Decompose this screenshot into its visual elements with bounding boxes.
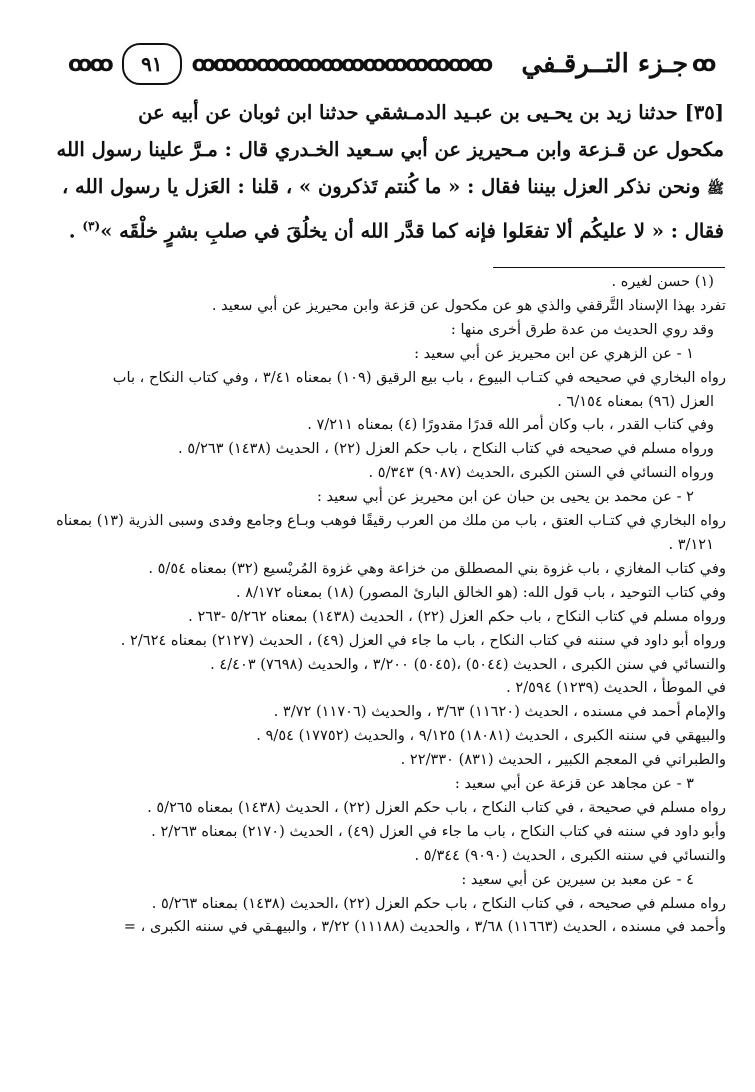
footnote-line: (١) حسن لغيره .	[611, 273, 714, 290]
footnote-line: رواه البخاري في كتـاب العتق ، باب من ملك من العرب رقيقًا فوهب وبـاع وجامع وفدى وسبى الذرية (١٣) بمعناه	[56, 512, 726, 530]
header-title: جـزء التــرقـفي	[521, 49, 689, 79]
footnote-line: رواه البخاري في صحيحه في كتـاب البيوع ، باب بيع الرقيق (١٠٩) بمعناه ٣/٤١ ، وفي كتاب النكاح ، باب	[112, 368, 726, 386]
hadith-number: [٣٥]	[684, 101, 724, 124]
footnote-line: ورواه مسلم في كتاب النكاح ، باب حكم العزل (٢٢) ، الحديث (١٤٣٨) بمعناه ٥/٢٦٢ -٢٦٣ .	[188, 607, 726, 625]
page-number: ٩١	[122, 43, 182, 85]
footnote-line: ورواه مسلم في صحيحه في كتاب النكاح ، باب حكم العزل (٢٢) ، الحديث (١٤٣٨) ٥/٢٦٣ .	[178, 440, 714, 458]
footnote-line: وأحمد في مسنده ، الحديث (١١٦٦٣) ٣/٦٨ ، والحديث (١١١٨٨) ٣/٢٢ ، والبيهـقي في سننه الكبرى ، =	[123, 918, 726, 936]
footnote-line: ورواه أبو داود في سننه في كتاب النكاح ، باب ما جاء في العزل (٤٩) ، الحديث (٢١٢٧) بمعناه ٢/٦٢٤ .	[120, 631, 726, 649]
footnote-line: وأبو داود في سننه في كتاب النكاح ، باب ما جاء في العزل (٤٩) ، الحديث (٢١٧٠) بمعناه ٢/٢٦٣ .	[151, 822, 726, 840]
hadith-line-1-text: حدثنا زيد بن يحـيى بن عبـيد الدمـشقي حدثنا ابن ثوبان عن أبيه عن	[138, 101, 678, 124]
footnote-line: ٣/١٢١ .	[668, 535, 714, 553]
hadith-line-4-text: فقال : « لا عليكُم ألا تفعَلوا فإنه كما قدَّر الله أن يخلُقَ في صلبِ بشرٍ خلْقَه »	[100, 219, 724, 243]
footnote-line: والإمام أحمد في مسنده ، الحديث (١١٦٢٠) ٣/٦٣ ، والحديث (١١٧٠٦) ٣/٧٢ .	[273, 703, 726, 721]
footnotes	[14, 270, 726, 939]
hadith-line-4	[68, 208, 724, 250]
footnote-separator	[493, 267, 725, 268]
footnote-line: وفي كتاب التوحيد ، باب قول الله: (هو الخالق البارئ المصور) (١٨) بمعناه ٨/١٧٢ .	[235, 583, 726, 601]
footnote-line: ٢ - عن محمد بن يحيى بن حبان عن ابن محيريز عن أبي سعيد :	[316, 488, 694, 506]
header-ornament-middle: ꝏꝏꝏꝏꝏꝏꝏꝏꝏꝏꝏꝏꝏꝏ	[191, 51, 491, 77]
footnote-line: في الموطأ ، الحديث (١٢٣٩) ٢/٥٩٤ .	[506, 679, 726, 697]
footnote-line: تفرد بهذا الإسناد التَّرقفي والذي هو عن مكحول عن قزعة وابن محيريز عن أبي سعيد .	[211, 296, 726, 314]
footnote-line: والنسائي في سنن الكبرى ، الحديث (٥٠٤٤) ،(٥٠٤٥) ٣/٢٠٠ ، والحديث (٧٦٩٨) ٤/٤٠٣ .	[210, 655, 726, 673]
hadith-line-4-end: .	[68, 219, 76, 243]
footnote-line: رواه مسلم في صحيحه ، في كتاب النكاح ، باب حكم العزل (٢٢) ،الحديث (١٤٣٨) بمعناه ٥/٢٦٣ .	[151, 894, 726, 912]
hadith-line-1	[72, 94, 724, 131]
footnote-line: ٣ - عن مجاهد عن قزعة عن أبي سعيد :	[454, 775, 694, 793]
footnote-line: العزل (٩٦) بمعناه ٦/١٥٤ .	[557, 392, 714, 410]
hadith-line-3-text: ونحن نذكر العزل بيننا فقال : « ما كُنتم تَذكرون » ، قلنا : العَزل يا رسول الله ،	[61, 175, 701, 198]
footnote-line: والطبراني في المعجم الكبير ، الحديث (٨٣١) ٢٢/٣٣٠ .	[400, 751, 726, 769]
hadith-line-2: مكحول عن قـزعة وابن مـحيريز عن أبي سـعيد الخـدري قال : مـرَّ علينا رسول الله	[56, 138, 724, 161]
footnote-line: والنسائي في سننه الكبرى ، الحديث (٩٠٩٠) ٥/٣٤٤ .	[414, 846, 726, 864]
footnote-line: ٤ - عن معبد بن سيرين عن أبي سعيد :	[461, 870, 694, 888]
page-header	[68, 36, 728, 92]
header-ornament-left: ꝏꝏ	[68, 51, 111, 77]
footnote-ref: (٣)	[82, 219, 101, 233]
header-ornament-right: ꝏ	[691, 51, 714, 77]
footnote-line: وقد روي الحديث من عدة طرق أخرى منها :	[450, 320, 714, 338]
hadith-line-3	[61, 168, 724, 208]
footnote-line: ١ - عن الزهري عن ابن محيريز عن أبي سعيد :	[414, 344, 694, 362]
footnote-line: والبيهقي في سننه الكبرى ، الحديث (١٨٠٨١) ٩/١٢٥ ، والحديث (١٧٧٥٢) ٩/٥٤ .	[256, 727, 726, 745]
footnote-line: ورواه النسائي في السنن الكبرى ،الحديث (٩٠٨٧) ٥/٣٤٣ .	[368, 464, 714, 482]
salla-allah-glyph: ﷺ	[707, 181, 724, 197]
footnote-line: وفي كتاب القدر ، باب وكان أمر الله قدرًا مقدورًا (٤) بمعناه ٧/٢١١ .	[307, 416, 714, 434]
footnote-line: وفي كتاب المغازي ، باب غزوة بني المصطلق من خزاعة وهي غزوة المُريْسيع (٣٢) بمعناه ٥/٥٤ .	[148, 559, 726, 577]
hadith-text	[56, 94, 724, 250]
footnote-line: رواه مسلم في صحيحة ، في كتاب النكاح ، باب حكم العزل (٢٢) ، الحديث (١٤٣٨) بمعناه ٥/٢٦٥ .	[147, 798, 726, 816]
